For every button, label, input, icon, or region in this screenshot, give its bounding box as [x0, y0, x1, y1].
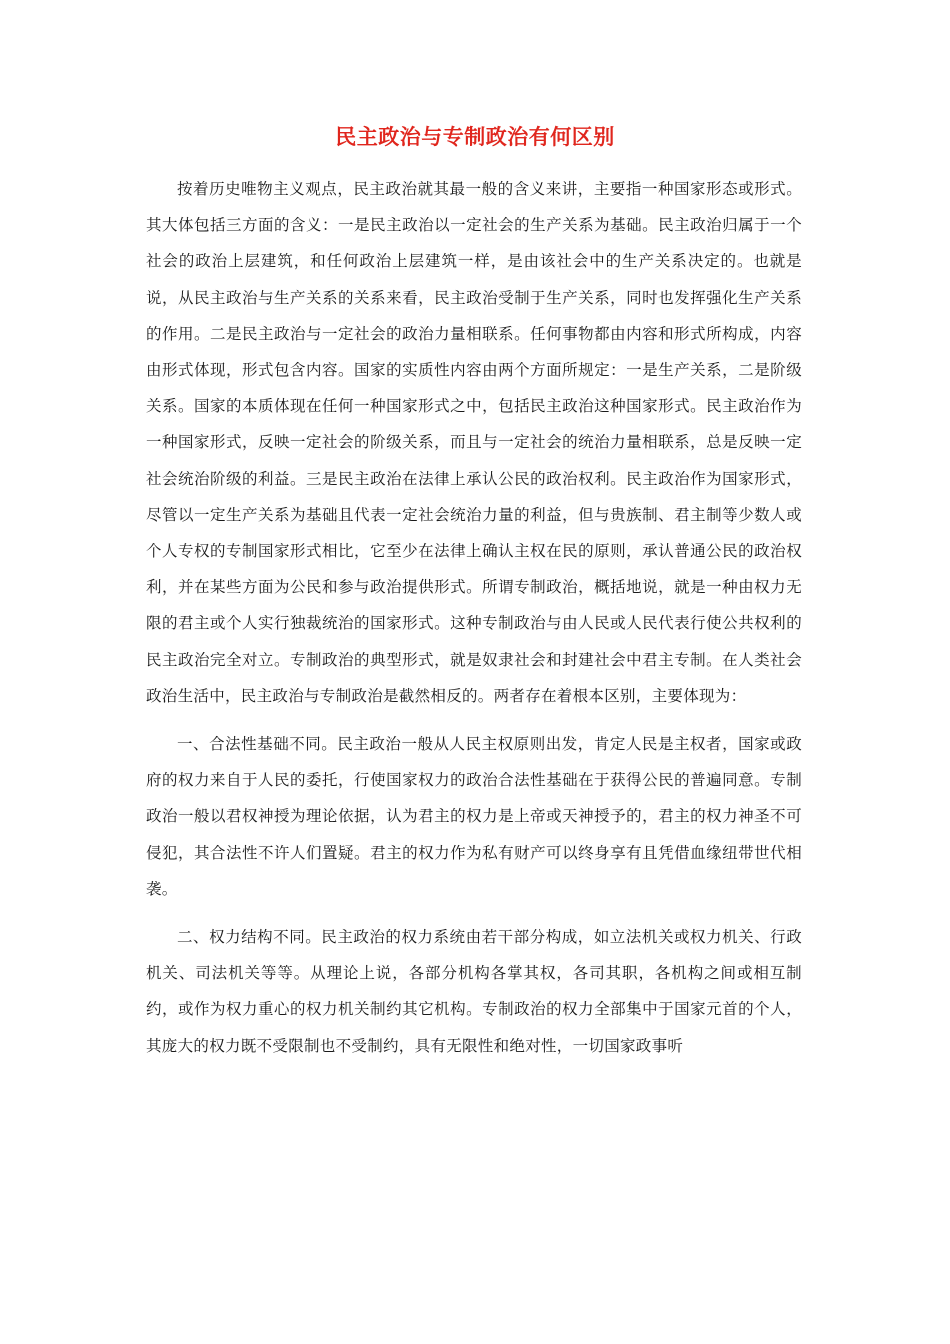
paragraph-legitimacy: 一、合法性基础不同。民主政治一般从人民主权原则出发，肯定人民是主权者，国家或政府的权力来自于人民的委托，行使国家权力的政治合法性基础在于获得公民的普遍同意。专制政治一般以君权神授为理论依据，认为君主的权力是上帝或天神授予的，君主的权力神圣不可侵犯，其合法性不许人们置疑。君主的权力作为私有财产可以终身享有且凭借血缘纽带世代相袭。 [146, 735, 802, 898]
paragraph-power-structure: 二、权力结构不同。民主政治的权力系统由若干部分构成，如立法机关或权力机关、行政机关、司法机关等等。从理论上说，各部分机构各掌其权，各司其职，各机构之间或相互制约，或作为权力重心的权力机关制约其它机构。专制政治的权力全部集中于国家元首的个人，其庞大的权力既不受限制也不受制约，具有无限性和绝对性，一切国家政事听 [146, 928, 802, 1055]
document-title: 民主政治与专制政治有何区别 [335, 124, 615, 149]
document-body [146, 171, 802, 1064]
paragraph-intro: 按着历史唯物主义观点，民主政治就其最一般的含义来讲，主要指一种国家形态或形式。其大体包括三方面的含义：一是民主政治以一定社会的生产关系为基础。民主政治归属于一个社会的政治上层建筑，和任何政治上层建筑一样，是由该社会中的生产关系决定的。也就是说，从民主政治与生产关系的关系来看，民主政治受制于生产关系，同时也发挥强化生产关系的作用。二是民主政治与一定社会的政治力量相联系。任何事物都由内容和形式所构成，内容由形式体现，形式包含内容。国家的实质性内容由两个方面所规定：一是生产关系，二是阶级关系。国家的本质体现在任何一种国家形式之中，包括民主政治这种国家形式。民主政治作为一种国家形式，反映一定社会的阶级关系，而且与一定社会的统治力量相联系，总是反映一定社会统治阶级的利益。三是民主政治在法律上承认公民的政治权利。民主政治作为国家形式，尽管以一定生产关系为基础且代表一定社会统治力量的利益，但与贵族制、君主制等少数人或个人专权的专制国家形式相比，它至少在法律上确认主权在民的原则，承认普通公民的政治权利，并在某些方面为公民和参与政治提供形式。所谓专制政治，概括地说，就是一种由权力无限的君主或个人实行独裁统治的国家形式。这种专制政治与由人民或人民代表行使公共权利的民主政治完全对立。专制政治的典型形式，就是奴隶社会和封建社会中君主专制。在人类社会政治生活中，民主政治与专制政治是截然相反的。两者存在着根本区别，主要体现为： [146, 180, 802, 705]
